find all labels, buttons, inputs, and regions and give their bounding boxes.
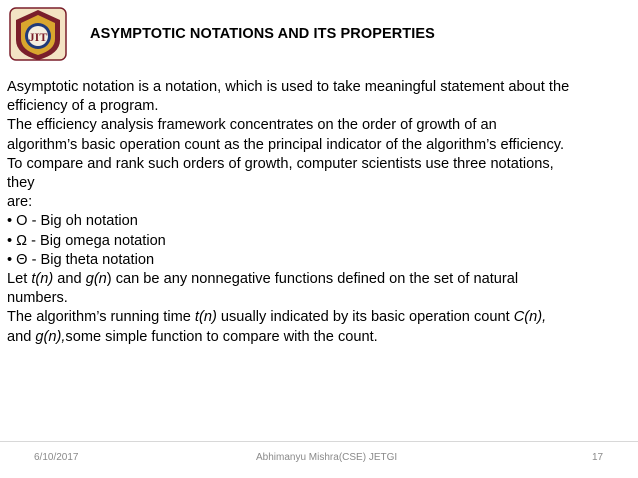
bullet-marker: • xyxy=(7,251,13,268)
slide-title: ASYMPTOTIC NOTATIONS AND ITS PROPERTIES xyxy=(90,26,435,42)
body-line: they xyxy=(7,175,35,192)
bullet-marker: • xyxy=(7,213,13,230)
footer-divider xyxy=(0,441,638,442)
college-logo xyxy=(8,6,68,62)
bullet-text: Ω - Big omega notation xyxy=(12,232,166,249)
body-line: Let t(n) and g(n) can be any nonnegative functions defined on the set of natural xyxy=(7,271,519,288)
math-t-n: t(n) xyxy=(31,271,54,288)
body-line: numbers. xyxy=(7,290,68,307)
bullet-marker: • xyxy=(7,232,13,249)
slide-body xyxy=(7,78,635,347)
math-c-n: C(n), xyxy=(513,309,547,326)
math-g-n: g(n), xyxy=(35,328,66,345)
bullet-text: Θ - Big theta notation xyxy=(12,251,155,268)
footer-author: Abhimanyu Mishra(CSE) JETGI xyxy=(256,452,398,463)
bullet-item xyxy=(7,212,635,231)
body-line: To compare and rank such orders of growth, computer scientists use three notations, xyxy=(7,155,554,172)
body-line: The efficiency analysis framework concentrates on the order of growth of an xyxy=(7,117,497,134)
body-line: Asymptotic notation is a notation, which is used to take meaningful statement about the xyxy=(7,79,570,95)
footer-date: 6/10/2017 xyxy=(34,452,79,463)
bullet-text: O - Big oh notation xyxy=(12,213,138,230)
bullet-item xyxy=(7,232,635,251)
math-t-n: t(n) xyxy=(194,309,217,326)
body-line: algorithm’s basic operation count as the principal indicator of the algorithm’s efficiency. xyxy=(7,136,565,153)
body-line: The algorithm’s running time t(n) usually indicated by its basic operation count C(n), xyxy=(7,309,547,326)
svg-text:JIT: JIT xyxy=(28,30,48,44)
math-g-n: g(n xyxy=(85,271,107,288)
footer-page-number: 17 xyxy=(592,452,604,463)
bullet-item xyxy=(7,251,635,270)
body-line: are: xyxy=(7,194,33,211)
body-line: efficiency of a program. xyxy=(7,98,159,115)
body-line: and g(n),some simple function to compare with the count. xyxy=(7,328,378,345)
